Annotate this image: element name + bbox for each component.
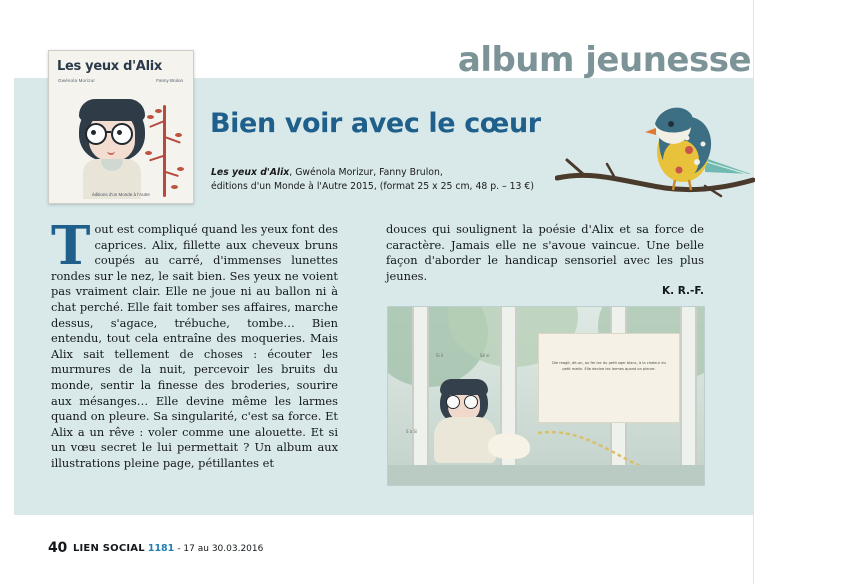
cover-author-left: Gwénola Morizur (58, 78, 96, 83)
section-kicker: album jeunesse (457, 40, 751, 80)
illustration-cat (488, 433, 530, 459)
illustration-text-panel (538, 333, 680, 423)
illustration-girl-body (434, 417, 496, 463)
illustration-girl-fringe (440, 379, 488, 395)
cover-author-right: Fanny Brulon (156, 78, 183, 83)
article-dropcap: T (51, 215, 91, 277)
cover-glasses-right-icon (111, 123, 133, 145)
page-edge-line (753, 0, 754, 584)
illustration-glasses-left-icon (446, 395, 460, 409)
book-credits (211, 166, 541, 194)
credits-authors: , Gwénola Morizur, Fanny Brulon, (289, 167, 443, 178)
page-footer (48, 540, 263, 556)
article-right-text: douces qui soulignent la poésie d'Alix et sa force de caractère. Jamais elle ne s'avoue vaincue. Une belle façon d'aborder le handicap sensoriel avec les plus jeunes. (386, 222, 704, 283)
cover-pupil-left (91, 130, 96, 135)
illustration-label-1: Si il (436, 353, 444, 358)
article-column-right (386, 222, 704, 284)
cover-tree-decoration (145, 105, 189, 201)
cover-publisher: éditions d'un Monde à l'Autre (92, 192, 150, 197)
issue-date: - 17 au 30.03.2016 (177, 544, 264, 554)
book-cover-image (48, 50, 194, 204)
page-top-margin (0, 0, 846, 2)
cover-glasses-left-icon (85, 123, 107, 145)
illustration-ground (388, 465, 704, 485)
credits-publisher-line: éditions d'un Monde à l'Autre 2015, (format 25 x 25 cm, 48 p. – 13 €) (211, 181, 534, 192)
issue-number: 1181 (147, 543, 175, 554)
article-illustration (387, 306, 705, 486)
cover-pupil-right (117, 130, 122, 135)
article-signature: K. R.-F. (661, 285, 704, 297)
page-number: 40 (48, 540, 67, 556)
cover-character-fringe (79, 99, 145, 121)
cover-title: Les yeux d'Alix (57, 59, 162, 74)
illustration-tree-trunk (412, 306, 429, 486)
article-left-text: out est compliqué quand les yeux font des caprices. Alix, fillette aux cheveux bruns coupés au carré, d'immenses lunettes rondes sur le nez, le sait bien. Ses yeux ne voient pas vraiment clair. Elle ne joue ni au ballon ni à chat perché. Elle fait tomber ses affaires, marche dessus, s'agace, trébuche, tombe… Bien entendu, tout cela entraîne des moqueries. Mais Alix sait tellement de choses : écouter les murmures de la nuit, percevoir les bruits du monde, sentir la finesse des broderies, sourire aux mésanges… Elle devine même les larmes quand on pleure. Sa singularité, c'est sa force. Et Alix a un rêve : voler comme une alouette. Et si un vœu secret le lui permettait ? Un album aux illustrations pleine page, pétillantes et (51, 222, 338, 470)
illustration-label-3: S à Si (406, 429, 418, 434)
article-column-left (51, 215, 338, 472)
illustration-label-2: Sé si (480, 353, 490, 358)
article-headline: Bien voir avec le cœur (210, 108, 541, 139)
illustration-panel-text: Die reagit, dit-on, au fer lac du petit sqer blanc, à la chaleur du petit matin. Elle devine les larmes quand on pleure. (552, 361, 666, 371)
illustration-glasses-right-icon (464, 395, 478, 409)
publication-name: LIEN SOCIAL (72, 543, 145, 554)
illustration-tree-trunk (500, 306, 517, 486)
credits-work-title: Les yeux d'Alix (211, 167, 290, 178)
page-right-margin (753, 0, 846, 584)
bird-illustration (555, 100, 755, 215)
cover-glasses-bridge (105, 131, 111, 133)
